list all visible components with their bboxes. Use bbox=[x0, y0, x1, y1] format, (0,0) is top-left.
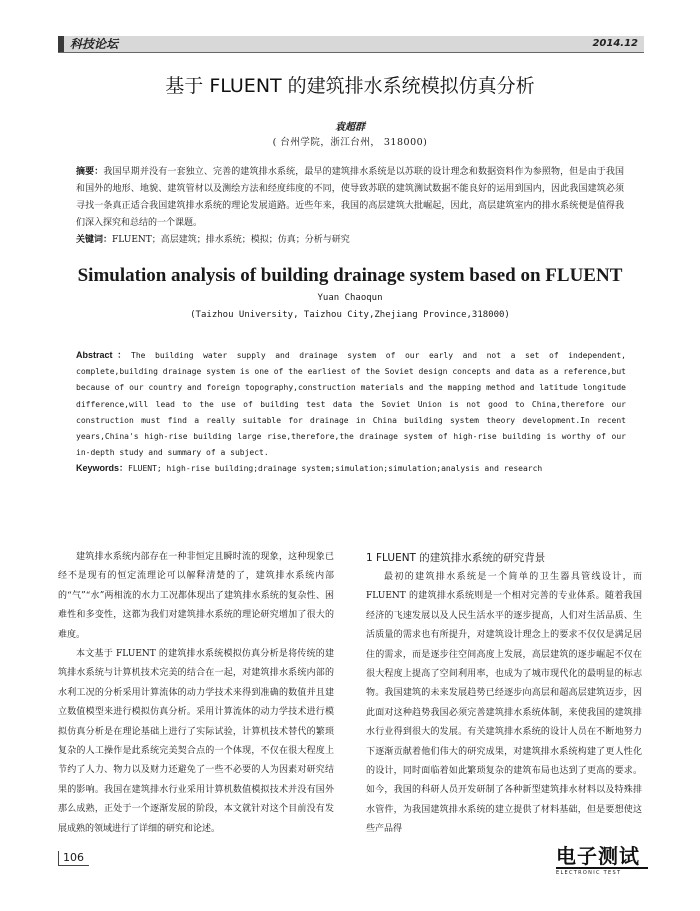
keywords-cn bbox=[76, 232, 624, 248]
keywords-cn-text: FLUENT；高层建筑；排水系统；模拟；仿真；分析与研究 bbox=[112, 235, 350, 245]
affiliation-cn: ( 台州学院，浙江台州， 318000) bbox=[272, 137, 428, 148]
journal-logo bbox=[556, 845, 648, 879]
affiliation-en: (Taizhou University, Taizhou City,Zhejiang Province,318000) bbox=[190, 310, 510, 320]
logo-text-en: ELECTRONIC TEST bbox=[556, 867, 648, 877]
body-paragraph: 建筑排水系统内部存在一种非恒定且瞬时流的现象，这种现象已经不是现有的恒定流理论可以解释清楚的了，建筑排水系统内部的“气”“水”两相流的水力工况都体现出了建筑排水系统的复杂性、困难性和多变性，这都为我们对建筑排水系统的理论研究增加了很大的难度。 bbox=[58, 552, 334, 640]
title-en: Simulation analysis of building drainage system based on FLUENT bbox=[77, 265, 623, 286]
title-cn: 基于 FLUENT 的建筑排水系统模拟仿真分析 bbox=[165, 75, 535, 97]
keywords-en-label: Keywords： bbox=[76, 463, 129, 473]
body-right-column bbox=[366, 548, 642, 840]
header-marker bbox=[58, 36, 64, 52]
running-header bbox=[58, 36, 644, 53]
author-cn: 袁超群 bbox=[335, 122, 365, 133]
abstract-en bbox=[76, 347, 626, 461]
body-paragraph: 本文基于 FLUENT 的建筑排水系统模拟仿真分析是将传统的建筑排水系统与计算机技术完美的结合在一起，对建筑排水系统内部的水利工况的分析采用计算流体的动力学技术来得到准确的数值并且建立数值模型来进行模拟仿真分析。采用计算流体的动力学技术进行模拟仿真分析是在理论基础上进行了实际试验，计算机技术替代的繁琐复杂的人工操作是此系统完美契合点的一个体现，不仅在很大程度上节约了人力、物力以及财力还避免了一些不必要的人为因素对研究结果的影响。我国在建筑排水行业采用计算机数值模拟技术并没有国外那么成熟，正处于一个逐渐发展的阶段，本文就针对这个目前没有发展成熟的领域进行了详细的研究和论述。 bbox=[58, 649, 334, 834]
header-issue: 2014.12 bbox=[592, 38, 638, 49]
header-section: 科技论坛 bbox=[70, 37, 119, 51]
body-paragraph: 最初的建筑排水系统是一个简单的卫生器具管线设计，而 FLUENT 的建筑排水系统则是一个相对完善的专业体系。随着我国经济的飞速发展以及人民生活水平的逐步提高，人们对生活品质、生活质量的需求也有所提升，对建筑设计理念上的要求不仅仅是满足居住的需求，而是逐步往空间高度上发展，高层建筑的逐步崛起不仅在很大程度上提高了空间利用率，也成为了城市现代化的最明显的标志物。我国建筑的未来发展趋势已经逐步向高层和超高层建筑迈步，因此面对这种趋势我国必须完善建筑排水系统体制，来使我国的建筑排水行业得到很大的发展。有关建筑排水系统的设计人员在不断地努力下逐渐贡献着他们伟大的研究成果，对建筑排水系统构建了更人性化的设计，同时面临着如此繁琐复杂的建筑布局也达到了更高的要求。如今，我国的科研人员开发研制了各种新型建筑排水材料以及特殊排水管件，为我国建筑排水系统的建立提供了材料基础，但是要想使这些产品得 bbox=[366, 572, 642, 835]
page-number: 106 bbox=[58, 851, 89, 866]
keywords-en-text: FLUENT; high-rise building;drainage system;simulation;simulation;analysis and research bbox=[128, 464, 543, 473]
logo-text-cn: 电子测试 bbox=[556, 844, 640, 868]
keywords-en bbox=[76, 460, 636, 477]
abstract-en-label: Abstract： bbox=[76, 350, 131, 360]
section-heading: 1 FLUENT 的建筑排水系统的研究背景 bbox=[366, 552, 546, 564]
keywords-cn-label: 关键词： bbox=[76, 235, 113, 245]
body-left-column bbox=[58, 548, 334, 839]
abstract-en-text: The building water supply and drainage system of our early and not a set of independent, complete,building drainage system is one of the earliest of the Soviet design concepts and data as a reference,but because of our country and foreign topography,construction materials and the mapping method and latitude longitude difference,will lead to the use of building test data the Soviet Union is not good to China,therefore our construction must find a really suitable for drainage in China building system theory development.In recent years,China's high-rise building large rise,therefore,the drainage system of high-rise building is worthy of our in-depth study and summary of a subject. bbox=[76, 351, 626, 458]
author-en: Yuan Chaoqun bbox=[317, 293, 383, 303]
abstract-cn bbox=[76, 164, 624, 232]
abstract-cn-text: 我国早期并没有一套独立、完善的建筑排水系统，最早的建筑排水系统是以苏联的设计理念和数据资料作为参照物，但是由于我国和国外的地形、地貌、建筑管材以及测绘方法和经度纬度的不同，使导致苏联的建筑测试数据不能良好的运用到国内，因此我国建筑必须寻找一条真正适合我国建筑排水系统的理论发展道路。近些年来，我国的高层建筑大批崛起，因此，高层建筑室内的排水系统便是值得我们深入探究和总结的一个课题。 bbox=[76, 167, 624, 228]
abstract-cn-label: 摘要： bbox=[76, 167, 104, 177]
